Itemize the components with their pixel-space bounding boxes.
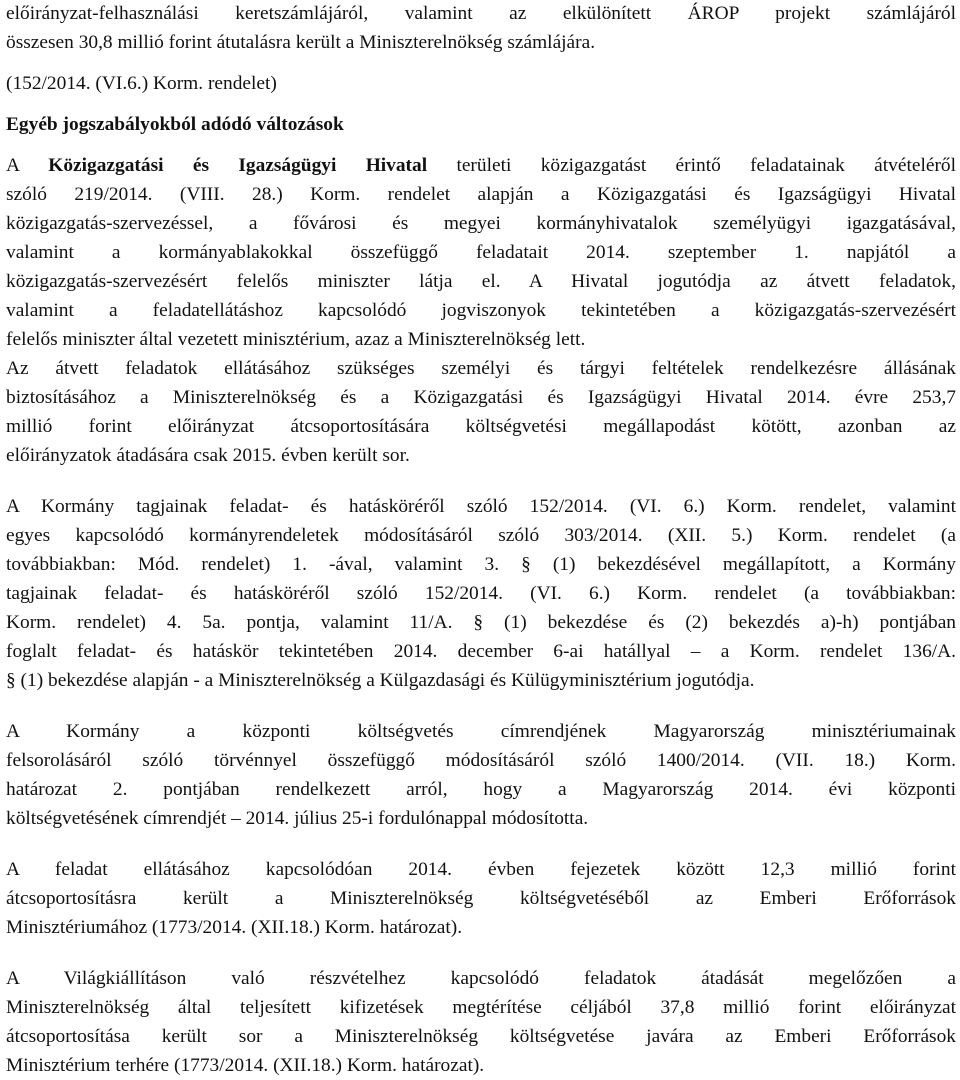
text-line: felelős miniszter által vezetett minisztérium, azaz a Miniszterelnökség lett. bbox=[6, 329, 586, 350]
text-line: közigazgatás-szervezésért felelős miniszter látja el. A Hivatal jogutódja az átvett feladatok, bbox=[6, 271, 956, 292]
text-line: továbbiakban: Mód. rendelet) 1. -ával, valamint 3. § (1) bekezdésével megállapított, a Kormány bbox=[6, 554, 956, 575]
document-page bbox=[6, 0, 956, 1080]
bold-office-name: Közigazgatási és Igazságügyi Hivatal bbox=[48, 155, 428, 176]
paragraph-arop-transfer bbox=[6, 0, 956, 57]
text-line: (152/2014. (VI.6.) Korm. rendelet) bbox=[6, 73, 277, 94]
text-line: határozat 2. pontjában rendelkezett arról, hogy a Magyarország 2014. évi központi bbox=[6, 779, 956, 800]
paragraph-budget-title-order bbox=[6, 717, 956, 833]
text-line: összesen 30,8 millió forint átutalásra került a Miniszterelnökség számlájára. bbox=[6, 32, 596, 53]
text-line: Minisztériumához (1773/2014. (XII.18.) Korm. határozat). bbox=[6, 917, 463, 938]
text-line: Miniszterelnökség által teljesített kifizetések megtérítése céljából 37,8 millió forint előirányzat bbox=[6, 997, 956, 1018]
paragraph-decree-reference bbox=[6, 69, 956, 98]
text-line: foglalt feladat- és hatáskör tekintetében 2014. december 6-ai hatállyal – a Korm. rendelet 136/A. bbox=[6, 641, 956, 662]
text-line: előirányzat-felhasználási keretszámlájáról, valamint az elkülönített ÁROP projekt számlájáról bbox=[6, 3, 956, 24]
text-line: költségvetésének címrendjét – 2014. július 25-i fordulónappal módosította. bbox=[6, 808, 589, 829]
text-line: tagjainak feladat- és hatásköréről szóló 152/2014. (VI. 6.) Korm. rendelet (a továbbiakban: bbox=[6, 583, 956, 604]
text-line: A Világkiállításon való részvételhez kapcsolódó feladatok átadását megelőzően a bbox=[6, 968, 956, 989]
text-line: A Kormány a központi költségvetés címrendjének Magyarország minisztériumainak bbox=[6, 721, 956, 742]
paragraph-world-expo bbox=[6, 964, 956, 1080]
text-line: szóló 219/2014. (VIII. 28.) Korm. rendelet alapján a Közigazgatási és Igazságügyi Hivatal bbox=[6, 184, 956, 205]
text-line: valamint a feladatellátáshoz kapcsolódó jogviszonyok tekintetében a közigazgatás-szervezésért bbox=[6, 300, 956, 321]
paragraph-government-decree bbox=[6, 492, 956, 695]
text-line: közigazgatás-szervezéssel, a fővárosi és megyei kormányhivatalok személyügyi igazgatásával, bbox=[6, 213, 956, 234]
section-heading: Egyéb jogszabályokból adódó változások bbox=[6, 114, 344, 135]
text-line: átcsoportosításra került a Miniszterelnökség költségvetéséből az Emberi Erőforrások bbox=[6, 888, 956, 909]
text-line: Korm. rendelet) 4. 5a. pontja, valamint 11/A. § (1) bekezdése és (2) bekezdés a)-h) pontjában bbox=[6, 612, 956, 633]
text-line: § (1) bekezdése alapján - a Miniszterelnökség a Külgazdasági és Külügyminisztérium jogutódja. bbox=[6, 670, 755, 691]
text-line: A Közigazgatási és Igazságügyi Hivatal területi közigazgatást érintő feladatainak átvételéről bbox=[6, 155, 956, 176]
text-line: A feladat ellátásához kapcsolódóan 2014. évben fejezetek között 12,3 millió forint bbox=[6, 859, 956, 880]
text-line: Az átvett feladatok ellátásához szükséges személyi és tárgyi feltételek rendelkezésre állásának bbox=[6, 358, 956, 379]
text-line: valamint a kormányablakokkal összefüggő feladatait 2014. szeptember 1. napjától a bbox=[6, 242, 956, 263]
text-line: egyes kapcsolódó kormányrendeletek módosításáról szóló 303/2014. (XII. 5.) Korm. rendelet (a bbox=[6, 525, 956, 546]
paragraph-kih-transfer bbox=[6, 151, 956, 354]
text-line: átcsoportosítása került sor a Miniszterelnökség költségvetése javára az Emberi Erőforrások bbox=[6, 1026, 956, 1047]
text-line: előirányzatok átadására csak 2015. évben került sor. bbox=[6, 445, 410, 466]
text-line: millió forint előirányzat átcsoportosítására költségvetési megállapodást kötött, azonban az bbox=[6, 416, 956, 437]
paragraph-emmi-transfer bbox=[6, 855, 956, 942]
text-line: biztosításához a Miniszterelnökség és a Közigazgatási és Igazságügyi Hivatal 2014. évre 253,7 bbox=[6, 387, 956, 408]
text-line: Minisztérium terhére (1773/2014. (XII.18.) Korm. határozat). bbox=[6, 1055, 485, 1076]
text-line: felsorolásáról szóló törvénnyel összefüggő módosításáról szóló 1400/2014. (VII. 18.) Korm. bbox=[6, 750, 956, 771]
paragraph-budget-agreement bbox=[6, 354, 956, 470]
text-line: A Kormány tagjainak feladat- és hatásköréről szóló 152/2014. (VI. 6.) Korm. rendelet, valamint bbox=[6, 496, 956, 517]
